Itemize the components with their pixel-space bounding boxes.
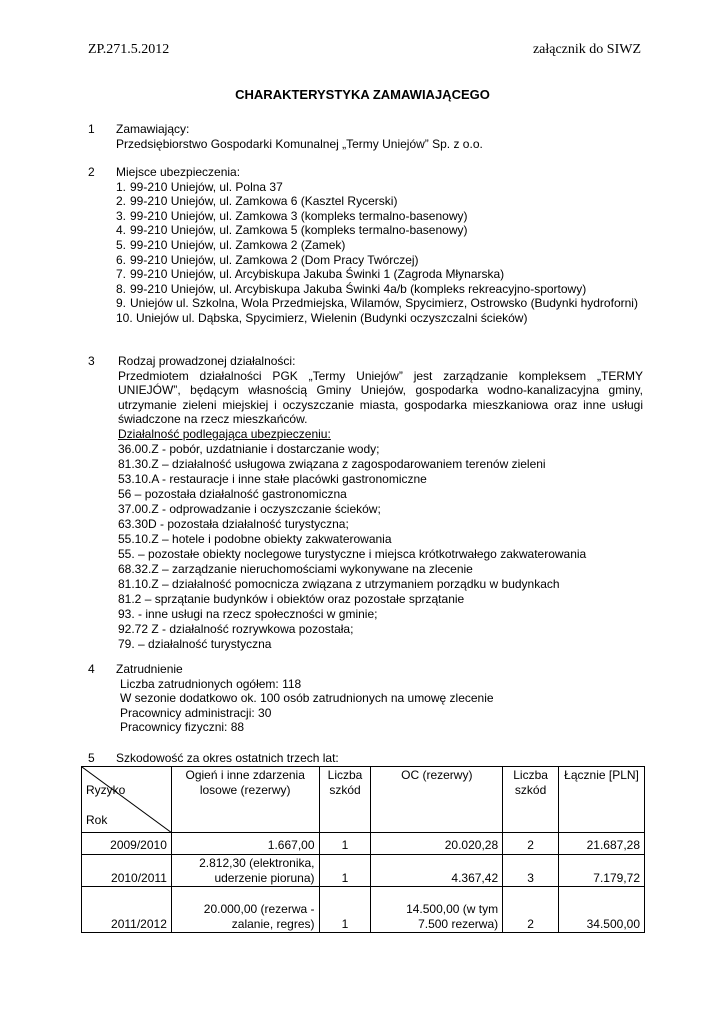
header-total: Łącznie [PLN] bbox=[559, 767, 645, 833]
section-1 bbox=[88, 122, 643, 151]
header-claims-count-1: Liczba szkód bbox=[319, 767, 371, 833]
header-claims-count-2: Liczba szkód bbox=[503, 767, 559, 833]
cell-year: 2010/2011 bbox=[82, 855, 172, 887]
activity-code-list bbox=[118, 442, 643, 652]
location-text: Uniejów ul. Dąbska, Spycimierz, Wielenin (Budynki oczyszczalni ścieków) bbox=[136, 310, 528, 325]
section-2 bbox=[88, 165, 643, 326]
location-text: 99-210 Uniejów, ul. Zamkowa 2 (Dom Pracy Twórczej) bbox=[130, 252, 419, 267]
activity-code-item: 68.32.Z – zarządzanie nieruchomościami wykonywane na zlecenie bbox=[118, 561, 473, 576]
location-text: 99-210 Uniejów, ul. Arcybiskupa Jakuba Świnki 1 (Zagroda Młynarska) bbox=[130, 267, 505, 282]
section-4 bbox=[88, 662, 643, 735]
year-label: Rok bbox=[86, 813, 108, 827]
location-item bbox=[116, 194, 643, 209]
location-list bbox=[116, 180, 643, 326]
activity-code-item: 63.30D - pozostała działalność turystyczna; bbox=[118, 516, 349, 531]
cell-count-2: 2 bbox=[503, 833, 559, 855]
location-item bbox=[116, 180, 643, 195]
location-item bbox=[116, 209, 643, 224]
location-text: 99-210 Uniejów, ul. Zamkowa 6 (Kasztel Rycerski) bbox=[130, 194, 398, 209]
activity-code-item: 55. – pozostałe obiekty noclegowe turystyczne i miejsca krótkotrwałego zakwaterowania bbox=[118, 546, 587, 561]
corner-header-cell bbox=[82, 767, 172, 833]
section-label: Miejsce ubezpieczenia: bbox=[116, 165, 241, 179]
cell-count-1: 1 bbox=[319, 855, 371, 887]
activity-code-item: 55.10.Z – hotele i podobne obiekty zakwaterowania bbox=[118, 531, 392, 546]
reference-number: ZP.271.5.2012 bbox=[88, 42, 170, 57]
location-item bbox=[116, 282, 643, 297]
location-number: 8. bbox=[116, 281, 127, 296]
section-label: Zamawiający: bbox=[116, 122, 190, 136]
location-item bbox=[116, 253, 643, 268]
location-number: 1. bbox=[116, 179, 127, 194]
cell-oc: 20.020,28 bbox=[371, 833, 503, 855]
cell-total: 21.687,28 bbox=[559, 833, 645, 855]
activity-description: Przedmiotem działalności PGK „Termy Uniejów” jest zarządzanie kompleksem „TERMY UNIEJÓW”, będącym własnością Gminy Uniejów, gospodarka wodno-kanalizacyjna gminy, utrzymanie zieleni miejskiej i oczyszczanie miasta, gospodarka mieszkaniowa oraz inne usługi świadczone na rzecz mieszkańców. bbox=[118, 368, 643, 427]
location-text: Uniejów ul. Szkolna, Wola Przedmiejska, Wilamów, Spycimierz, Ostrowsko (Budynki hydrofornі) bbox=[130, 296, 638, 311]
location-number: 10. bbox=[116, 310, 133, 325]
table-row bbox=[82, 887, 645, 933]
section-number: 1 bbox=[88, 122, 95, 136]
document-title: CHARAKTERYSTYKA ZAMAWIAJĄCEGO bbox=[235, 87, 490, 102]
cell-total: 7.179,72 bbox=[559, 855, 645, 887]
employment-item: Pracownicy administracji: 30 bbox=[120, 705, 272, 720]
cell-fire: 1.667,00 bbox=[171, 833, 319, 855]
section-label: Zatrudnienie bbox=[116, 662, 183, 676]
location-number: 2. bbox=[116, 194, 127, 209]
employment-item: Liczba zatrudnionych ogółem: 118 bbox=[120, 676, 302, 691]
activity-code-item: 81.30.Z – działalność usługowa związana z zagospodarowaniem terenów zieleni bbox=[118, 456, 546, 471]
activity-code-item: 56 – pozostała działalność gastronomiczna bbox=[118, 486, 347, 501]
section-3 bbox=[88, 354, 643, 652]
activity-code-item: 53.10.A - restauracje i inne stałe placówki gastronomiczne bbox=[118, 471, 427, 486]
claims-history-table bbox=[81, 766, 645, 933]
location-item bbox=[116, 311, 643, 326]
cell-fire: 20.000,00 (rezerwa - zalanie, regres) bbox=[171, 887, 319, 933]
header-fire: Ogień i inne zdarzenia losowe (rezerwy) bbox=[171, 767, 319, 833]
page-header bbox=[88, 43, 641, 63]
location-number: 6. bbox=[116, 252, 127, 267]
activity-code-item: 81.2 – sprzątanie budynków i obiektów oraz pozostałe sprzątanie bbox=[118, 591, 465, 606]
activity-code-item: 79. – działalność turystyczna bbox=[118, 636, 272, 651]
header-oc: OC (rezerwy) bbox=[371, 767, 503, 833]
employment-list bbox=[120, 677, 643, 735]
cell-oc: 4.367,42 bbox=[371, 855, 503, 887]
location-text: 99-210 Uniejów, ul. Zamkowa 3 (kompleks termalno-basenowy) bbox=[130, 208, 468, 223]
section-5 bbox=[88, 751, 643, 766]
cell-oc: 14.500,00 (w tym 7.500 rezerwa) bbox=[371, 887, 503, 933]
section-label: Szkodowość za okres ostatnich trzech lat: bbox=[116, 751, 339, 765]
cell-count-2: 3 bbox=[503, 855, 559, 887]
location-text: 99-210 Uniejów, ul. Zamkowa 2 (Zamek) bbox=[130, 237, 346, 252]
ordering-party-name: Przedsiębiorstwo Gospodarki Komunalnej „Termy Uniejów” Sp. z o.o. bbox=[116, 136, 483, 151]
location-number: 9. bbox=[116, 296, 127, 311]
section-number: 2 bbox=[88, 165, 95, 179]
activity-code-item: 93. - inne usługi na rzecz społeczności w gminie; bbox=[118, 606, 378, 621]
cell-count-1: 1 bbox=[319, 833, 371, 855]
cell-fire: 2.812,30 (elektronika, uderzenie pioruna) bbox=[171, 855, 319, 887]
location-item bbox=[116, 238, 643, 253]
activity-code-item: 81.10.Z – działalność pomocnicza związana z utrzymaniem porządku w budynkach bbox=[118, 576, 560, 591]
location-item bbox=[116, 296, 643, 311]
location-item bbox=[116, 267, 643, 282]
activity-code-item: 37.00.Z - odprowadzanie i oczyszczanie ścieków; bbox=[118, 501, 381, 516]
location-text: 99-210 Uniejów, ul. Zamkowa 5 (kompleks termalno-basenowy) bbox=[130, 223, 468, 238]
activity-code-item: 36.00.Z - pobór, uzdatnianie i dostarczanie wody; bbox=[118, 441, 380, 456]
insured-activity-heading: Działalność podlegająca ubezpieczeniu: bbox=[118, 426, 331, 441]
location-number: 5. bbox=[116, 237, 127, 252]
cell-year: 2011/2012 bbox=[82, 887, 172, 933]
location-item bbox=[116, 223, 643, 238]
employment-item: Pracownicy fizyczni: 88 bbox=[120, 720, 245, 735]
location-number: 3. bbox=[116, 208, 127, 223]
employment-item: W sezonie dodatkowo ok. 100 osób zatrudnionych na umowę zlecenie bbox=[120, 691, 494, 706]
location-number: 4. bbox=[116, 223, 127, 238]
table-row bbox=[82, 833, 645, 855]
cell-count-1: 1 bbox=[319, 887, 371, 933]
table-row bbox=[82, 855, 645, 887]
location-text: 99-210 Uniejów, ul. Arcybiskupa Jakuba Świnki 4a/b (kompleks rekreacyjno-sportowy) bbox=[130, 281, 587, 296]
attachment-label: załącznik do SIWZ bbox=[532, 42, 641, 57]
table-header-row bbox=[82, 767, 645, 833]
section-number: 3 bbox=[88, 354, 95, 368]
location-text: 99-210 Uniejów, ul. Polna 37 bbox=[130, 179, 283, 194]
activity-code-item: 92.72 Z - działalność rozrywkowa pozostała; bbox=[118, 621, 354, 636]
risk-label: Ryzyko bbox=[86, 783, 126, 797]
section-number: 5 bbox=[88, 751, 95, 765]
section-label: Rodzaj prowadzonej działalności: bbox=[118, 354, 296, 368]
cell-total: 34.500,00 bbox=[559, 887, 645, 933]
location-number: 7. bbox=[116, 267, 127, 282]
section-number: 4 bbox=[88, 662, 95, 676]
cell-year: 2009/2010 bbox=[82, 833, 172, 855]
cell-count-2: 2 bbox=[503, 887, 559, 933]
